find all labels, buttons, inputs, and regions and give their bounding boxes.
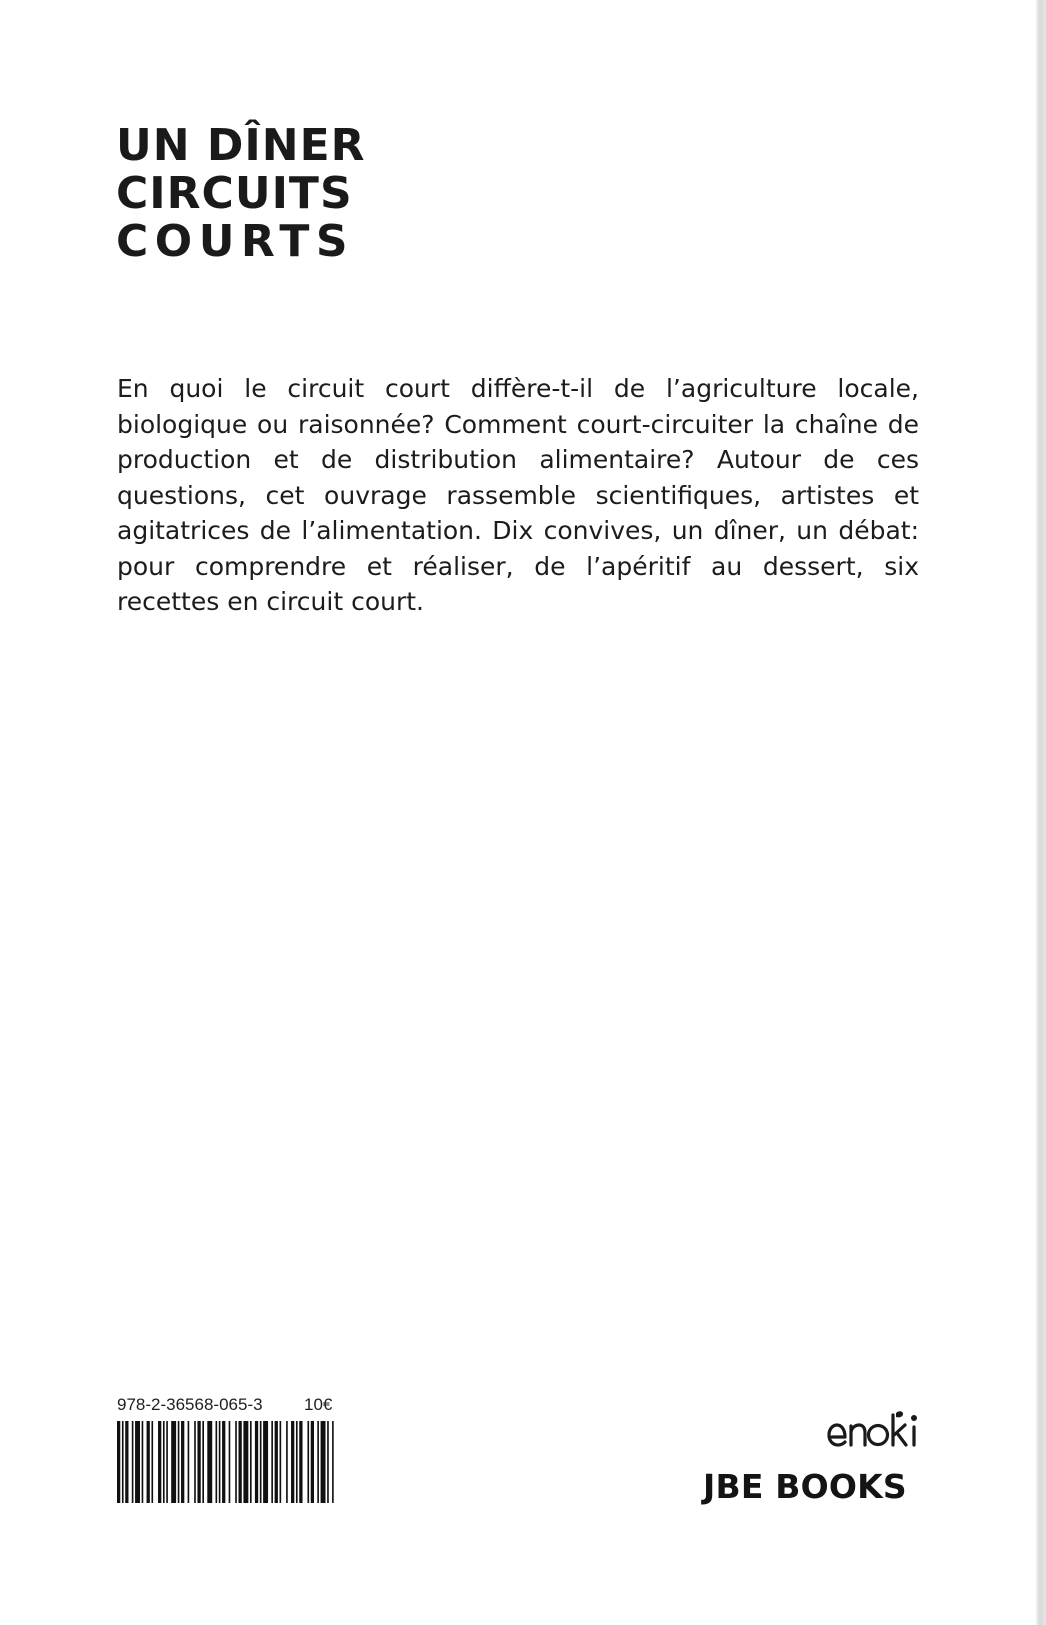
enoki-logo [826, 1409, 920, 1449]
book-title [116, 122, 366, 266]
page-edge-shadow [1036, 0, 1046, 1625]
title-line-2: CIRCUITS [116, 168, 353, 219]
back-cover-blurb: En quoi le circuit court diffère-t-il de l’agriculture locale, biologique ou raisonnée? Comment court-circuiter la chaîne de production et de distribution alimentaire? Autour de ces questions, cet ouvrage rassemble scientifiques, artistes et agitatrices de l’alimentation. Dix convives, un dîner, un débat: pour comprendre et réaliser, de l’apéritif au dessert, six recettes en circuit court. [117, 374, 919, 616]
title-line-1: UN DÎNER [116, 120, 366, 171]
publisher-name: JBE BOOKS [703, 1467, 907, 1506]
isbn-number: 978-2-36568-065-3 [117, 1395, 263, 1414]
price-label: 10€ [304, 1395, 333, 1414]
title-line-3: COURTS [116, 216, 355, 267]
barcode-icon [117, 1421, 337, 1503]
